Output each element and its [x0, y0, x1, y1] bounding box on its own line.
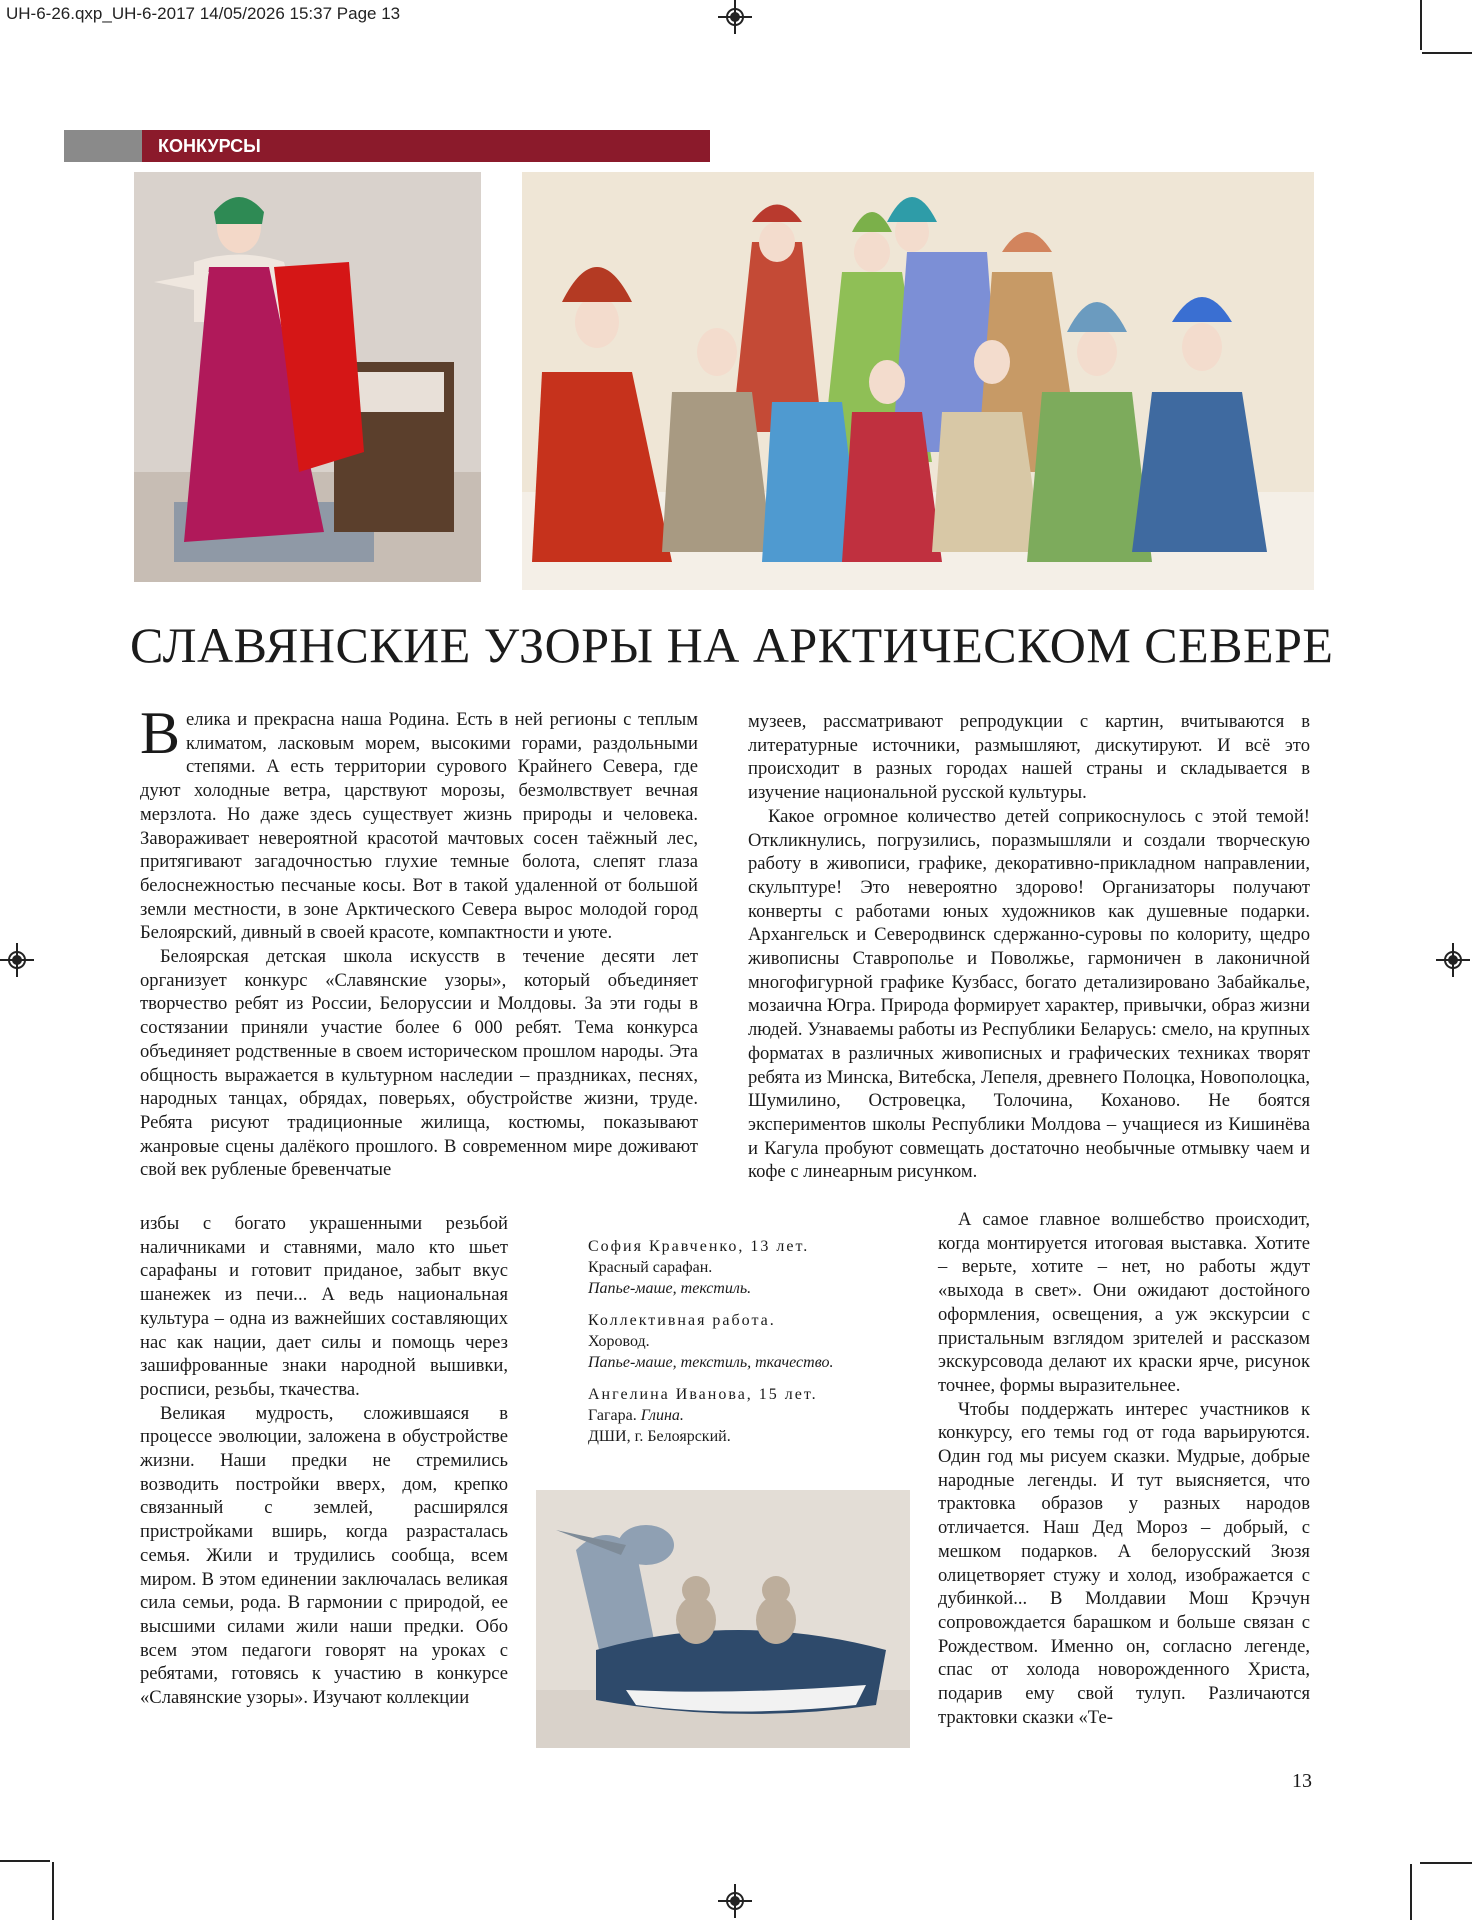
paragraph-intro [140, 700, 698, 945]
section-header-accent [64, 130, 142, 162]
paragraph-children: Какое огромное количество детей соприкоснулось с этой темой! Откликнулись, погрузились, поразмышляли и создали творческую работу в живописи, графике, декоративно-прикладном направлении, скульптуре! Это невероятно здорово! Организаторы получают конверты с работами юных художников как душевные подарки. Архангельск и Северодвинск сдержанно-суровы по колориту, щедро живописны Ставрополье и Поволжье, гармоничен в лаконичной многофигурной графике Кузбасс, богато детализировано Забайкалье, мозаична Югра. Природа формирует характер, привычки, образ жизни людей. Узнаваемы работы из Республики Беларусь: смело, на крупных форматах в различных живописных и графических техниках творят ребята из Минска, Витебска, Лепеля, древнего Полоцка, Новополоцка, Шумилино, Островецка, Толочина, Кохановo. Не боятся экспериментов школы Республики Молдова – учащиеся из Кишинёва и Кагула пробуют совмещать достаточно необычные отмывку чаем и кофе с линеарным рисунком. [748, 805, 1310, 1183]
paragraph-fairy-tales: Чтобы поддержать интерес участников к конкурсу, его темы год от года варьируются. Один год мы рисуем сказки. Мудрые, добрые народные легенды. И тут выясняется, что трактовка образов у разных народов отличается. Наш Дед Мороз – добрый, с мешком подарков. А белорусский Зюзя олицетворяет стужу и холод, изображается с дубинкой... В Молдавии Мош Крэчун сопровождается барашком и больше связан с Рождеством. Именно он, согласно легенде, спас от холода новорожденного Христа, подарив ему свой тулуп. Различаются трактовки сказки «Те- [938, 1398, 1310, 1728]
crop-mark [0, 1860, 50, 1862]
registration-mark-right [1436, 943, 1470, 977]
crop-mark [52, 1862, 54, 1920]
section-label: КОНКУРСЫ [142, 130, 710, 162]
print-slug: UH-6-26.qxp_UH-6-2017 14/05/2026 15:37 Page 13 [6, 4, 401, 23]
paragraph-exhibition: А самое главное волшебство происходит, когда монтируется итоговая выставка. Хотите – верьте, хотите – нет, но работы ждут «выхода в свет». Они ожидают достойного оформления, освещения, а уж экскурсии с пристальным взглядом зрителей и рассказом экскурсовода делают их краски ярче, рисунок точнее, формы выразительнее. [938, 1209, 1310, 1396]
crop-mark [1422, 52, 1472, 54]
photo-khorovod-dolls [522, 172, 1314, 590]
column-1-narrow [140, 1212, 508, 1710]
paragraph-intro-text: елика и прекрасна наша Родина. Есть в ней регионы с теплым климатом, ласковым морем, высокими горами, раздольными степями. А есть территории сурового Крайнего Севера, где дуют холодные ветра, царствуют морозы, безмолвствует вечная мерзлота. Но даже здесь существует жизнь природы и человека. Завораживает невероятной красотой мачтовых сосен таёжный лес, притягивают загадочностью глухие темные болота, слепят глаза белоснежностью песчаные косы. Вот в такой удаленной от большой земли местности, в зоне Арктического Севера вырос молодой город Белоярский, дивный в своей красоте, компактности и уюте. [140, 709, 698, 944]
caption-author: Ангелина Иванова, 15 лет. [588, 1386, 818, 1403]
section-header [64, 130, 710, 162]
caption-material: Папье-маше, текстиль. [588, 1280, 752, 1297]
crop-mark [1420, 0, 1422, 50]
paragraph-wisdom: Великая мудрость, сложившаяся в процессе эволюции, заложена в обустройстве жизни. Наши предки не стремились возводить постройки вверх, дом, крепко связанный с землей, расширялся пристройками вширь, когда разрасталась семья. Жили и трудились сообща, всем миром. В этом единении заключалась великая сила семьи, рода. В гармонии с природой, ее высшими силами жили наши предки. Обо всем этом педагоги говорят на уроках с ребятами, готовясь к участию в конкурсе «Славянские узоры». Изучают коллекции [140, 1402, 508, 1709]
caption-khorovod [588, 1310, 888, 1373]
dropcap: В [140, 700, 181, 766]
crop-mark [1420, 1862, 1472, 1864]
registration-mark-top [718, 0, 752, 34]
caption-work-title: Гагара. [588, 1407, 637, 1424]
paragraph-museums: музеев, рассматривают репродукции с картин, вчитываются в литературные источники, размышляют, дискутируют. И всё это происходит в разных городах нашей страны и складывается в изучение национальной русской культуры. [748, 711, 1310, 804]
registration-mark-left [0, 943, 34, 977]
photo-doll-red-sarafan [134, 172, 481, 582]
caption-red-sarafan [588, 1236, 888, 1299]
caption-work-title: Хоровод. [588, 1333, 650, 1350]
caption-school: ДШИ, г. Белоярский. [588, 1428, 731, 1445]
page-number: 13 [1292, 1770, 1312, 1792]
column-1 [140, 700, 698, 1182]
column-3 [938, 1208, 1310, 1729]
registration-mark-bottom [718, 1884, 752, 1918]
caption-material: Глина. [640, 1407, 684, 1424]
caption-loon [588, 1384, 888, 1447]
article-title: СЛАВЯНСКИЕ УЗОРЫ НА АРКТИЧЕСКОМ СЕВЕРЕ [130, 617, 1334, 673]
photo-captions [588, 1236, 888, 1458]
caption-author: София Кравченко, 13 лет. [588, 1238, 810, 1255]
paragraph-school: Белоярская детская школа искусств в течение десяти лет организует конкурс «Славянские узоры», который объединяет творчество ребят из России, Белоруссии и Молдовы. За эти годы в состязании приняли участие более 6 000 ребят. Тема конкурса объединяет родственные в своем историческом прошлом народы. Эта общность выражается в культурном наследии – праздниках, песнях, народных танцах, обрядах, поверьях, обустройстве жизни, труде. Ребята рисуют традиционные жилища, костюмы, показывают жанровые сцены далёкого прошлого. В современном мире доживают свой век рубленые бревенчатые [140, 946, 698, 1181]
caption-work-title: Красный сарафан. [588, 1259, 713, 1276]
paragraph-culture: избы с богато украшенными резьбой наличниками и ставнями, мало кто шьет сарафаны и готовит приданое, забыт вкус шанежек из печи... А ведь национальная культура – одна из важнейших составляющих нас как нации, дает силы и помощь через зашифрованные знаки народной вышивки, росписи, резьбы, ткачества. [140, 1213, 508, 1400]
column-2 [748, 710, 1310, 1184]
caption-material: Папье-маше, текстиль, ткачество. [588, 1354, 834, 1371]
crop-mark [1410, 1864, 1412, 1920]
caption-author: Коллективная работа. [588, 1312, 776, 1329]
photo-loon-sculpture [536, 1490, 910, 1748]
